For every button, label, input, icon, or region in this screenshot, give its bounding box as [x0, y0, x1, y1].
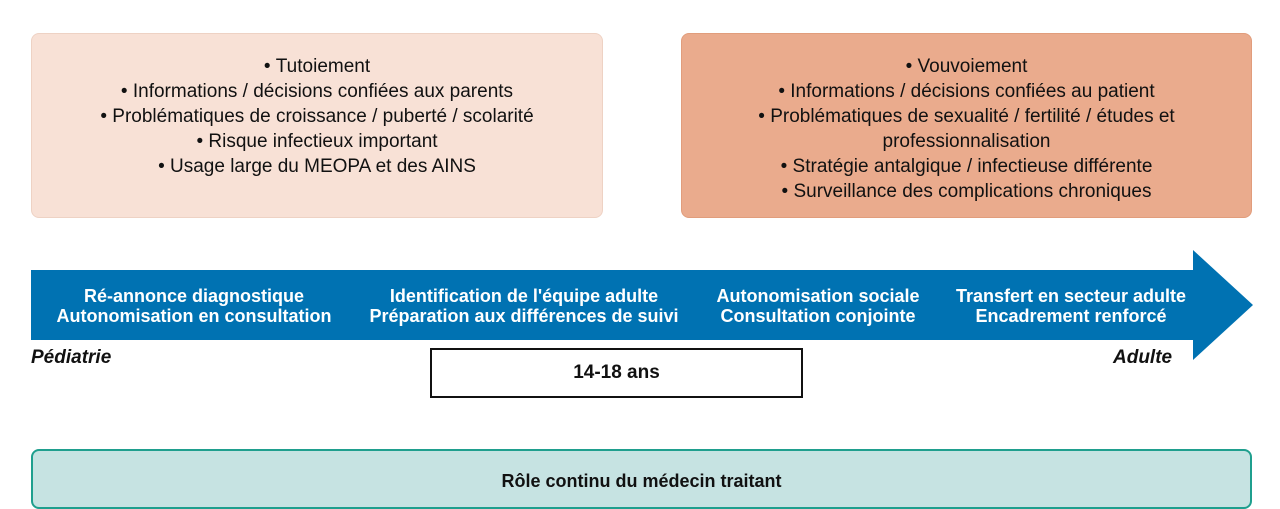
pediatric-item-tutoiement: • Tutoiement [100, 54, 533, 79]
pediatric-item-infectieux: • Risque infectieux important [100, 129, 533, 154]
general-practitioner-title: Rôle continu du médecin traitant [501, 471, 782, 491]
stage-2 [355, 286, 693, 326]
stage-2-line-2: Préparation aux différences de suivi [369, 306, 679, 326]
adult-item-patient: • Informations / décisions confiées au patient [732, 79, 1202, 104]
general-practitioner-box [31, 449, 1252, 509]
pediatric-label: Pédiatrie [31, 347, 112, 368]
stage-4 [940, 286, 1202, 326]
stage-1 [40, 286, 348, 326]
stage-2-line-1: Identification de l'équipe adulte [389, 286, 659, 306]
age-range-text: 14-18 ans [573, 362, 660, 383]
adult-care-box [681, 33, 1252, 218]
stage-1-line-1: Ré-annonce diagnostique [83, 286, 305, 306]
adult-item-sexualite: • Problématiques de sexualité / fertilité / études et professionnalisation [732, 104, 1202, 154]
age-range-box [430, 348, 803, 398]
stage-4-line-1: Transfert en secteur adulte [955, 286, 1187, 306]
pediatric-item-croissance: • Problématiques de croissance / puberté / scolarité [100, 104, 533, 129]
stage-3 [702, 286, 934, 326]
adult-item-complications: • Surveillance des complications chroniques [732, 179, 1202, 204]
stage-4-line-2: Encadrement renforcé [975, 306, 1167, 326]
pediatric-item-parents: • Informations / décisions confiées aux parents [100, 79, 533, 104]
pediatric-item-meopa: • Usage large du MEOPA et des AINS [100, 154, 533, 179]
pediatric-care-list [100, 54, 533, 179]
stage-3-line-1: Autonomisation sociale [716, 286, 920, 306]
stage-3-line-2: Consultation conjointe [720, 306, 916, 326]
pediatric-care-box [31, 33, 603, 218]
adult-label: Adulte [1113, 347, 1173, 368]
adult-care-list [732, 54, 1202, 204]
adult-item-vouvoiement: • Vouvoiement [732, 54, 1202, 79]
stage-1-line-2: Autonomisation en consultation [56, 306, 332, 326]
adult-item-antalgique: • Stratégie antalgique / infectieuse différente [732, 154, 1202, 179]
